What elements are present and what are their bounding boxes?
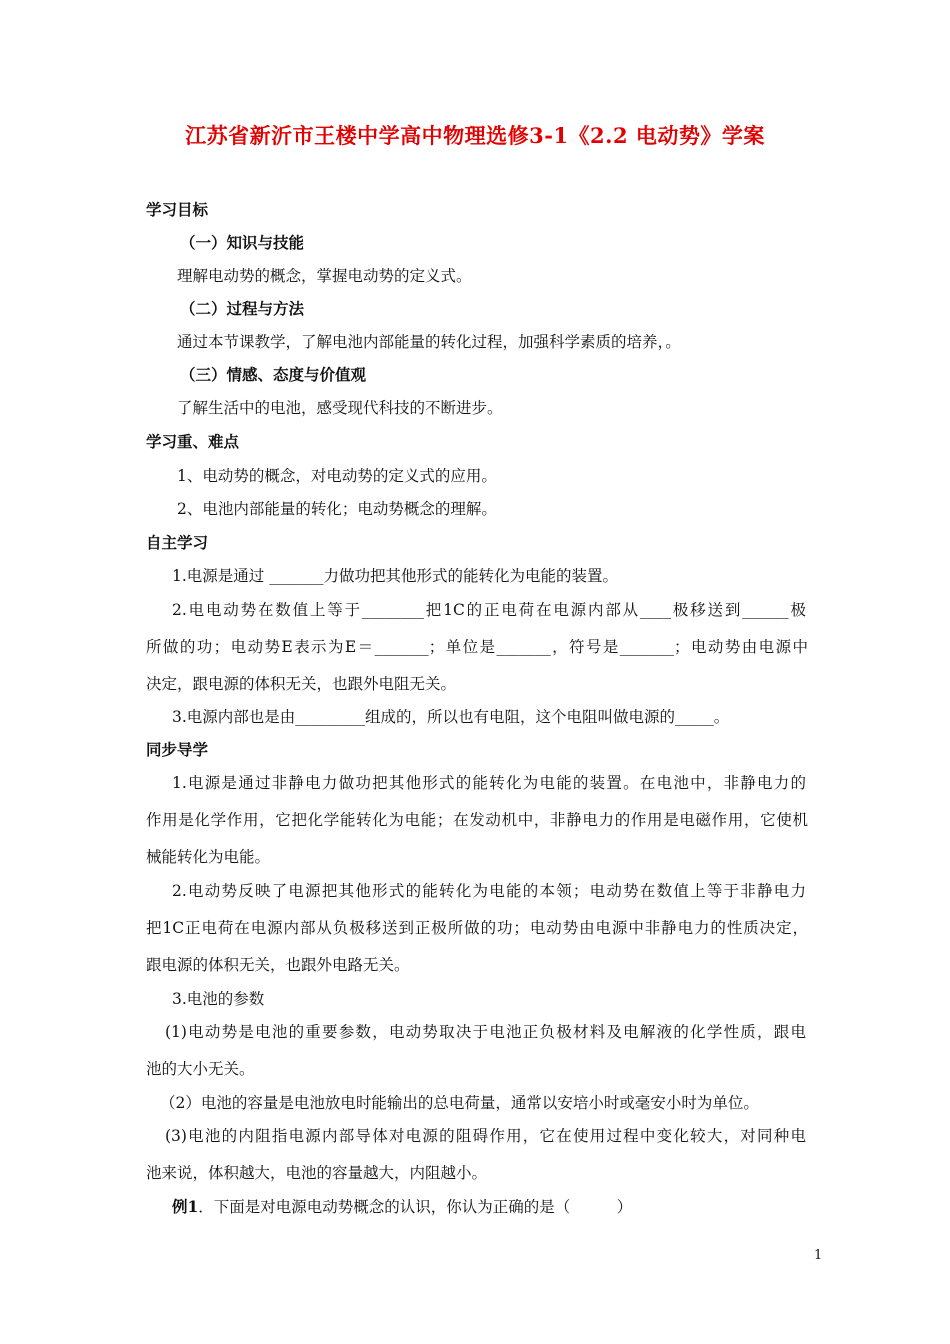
subheading-attitude: （三）情感、态度与价值观 bbox=[180, 365, 367, 384]
section-heading-objectives: 学习目标 bbox=[146, 200, 209, 219]
guided-param-1-line-1: (1)电动势是电池的重要参数，电动势取决于电池正负极材料及电解液的化学性质，跟电 bbox=[165, 1023, 806, 1041]
guided-param-3-line-1: (3)电池的内阻指电源内部导体对电源的阻碍作用，它在使用过程中变化较大，对同种电 bbox=[165, 1127, 806, 1145]
self-study-question-2-line-2: 所做的功；电动势E表示为E＝_______；单位是_______，符号是_______；电动势由电源中 bbox=[146, 638, 808, 656]
guided-param-1-line-2: 池的大小无关。 bbox=[146, 1060, 255, 1078]
example-1-label: 例1 bbox=[172, 1197, 199, 1216]
key-point-1: 1、电动势的概念，对电动势的定义式的应用。 bbox=[177, 467, 497, 485]
section-heading-self-study: 自主学习 bbox=[146, 533, 209, 552]
page-number: 1 bbox=[814, 1248, 823, 1263]
guided-paragraph-2-line-3: 跟电源的体积无关，也跟外电路无关。 bbox=[146, 956, 410, 974]
guided-paragraph-1-line-3: 械能转化为电能。 bbox=[146, 848, 271, 866]
subheading-knowledge: （一）知识与技能 bbox=[180, 233, 305, 252]
subheading-process: （二）过程与方法 bbox=[180, 299, 305, 318]
example-1 bbox=[172, 1196, 632, 1218]
section-heading-guided-study: 同步导学 bbox=[146, 740, 209, 759]
guided-param-3-line-2: 池来说，体积越大，电池的容量越大，内阻越小。 bbox=[146, 1164, 488, 1182]
guided-paragraph-1-line-1: 1.电源是通过非静电力做功把其他形式的能转化为电能的装置。在电池中，非静电力的 bbox=[172, 774, 806, 792]
objective-text-2: 通过本节课教学，了解电池内部能量的转化过程，加强科学素质的培养，。 bbox=[177, 333, 681, 351]
guided-paragraph-2-line-1: 2.电动势反映了电源把其他形式的能转化为电能的本领；电动势在数值上等于非静电力 bbox=[172, 882, 806, 900]
self-study-question-1: 1.电源是通过 _______力做功把其他形式的能转化为电能的装置。 bbox=[172, 567, 618, 585]
objective-text-3: 了解生活中的电池，感受现代科技的不断进步。 bbox=[177, 399, 503, 417]
guided-paragraph-1-line-2: 作用是化学作用，它把化学能转化为电能；在发动机中，非静电力的作用是电磁作用，它使机 bbox=[146, 811, 808, 829]
guided-paragraph-2-line-2: 把1C正电荷在电源内部从负极移送到正极所做的功；电动势由电源中非静电力的性质决定， bbox=[146, 919, 808, 937]
example-1-text: ．下面是对电源电动势概念的认识，你认为正确的是（ ） bbox=[198, 1198, 633, 1216]
guided-param-2: （2）电池的容量是电池放电时能输出的总电荷量，通常以安培小时或毫安小时为单位。 bbox=[160, 1094, 759, 1112]
key-point-2: 2、电池内部能量的转化；电动势概念的理解。 bbox=[177, 500, 497, 518]
objective-text-1: 理解电动势的概念，掌握电动势的定义式。 bbox=[177, 267, 472, 285]
self-study-question-3: 3.电源内部也是由_________组成的，所以也有电阻，这个电阻叫做电源的_____。 bbox=[172, 708, 730, 726]
guided-battery-params-heading: 3.电池的参数 bbox=[172, 990, 265, 1008]
self-study-question-2-line-3: 决定，跟电源的体积无关，也跟外电阻无关。 bbox=[146, 675, 457, 693]
self-study-question-2-line-1: 2.电电动势在数值上等于________把1C的正电荷在电源内部从____极移送到______极 bbox=[172, 601, 806, 619]
document-title: 江苏省新沂市王楼中学高中物理选修3-1《2.2 电动势》学案 bbox=[185, 123, 765, 148]
section-heading-key-points: 学习重、难点 bbox=[146, 432, 240, 451]
